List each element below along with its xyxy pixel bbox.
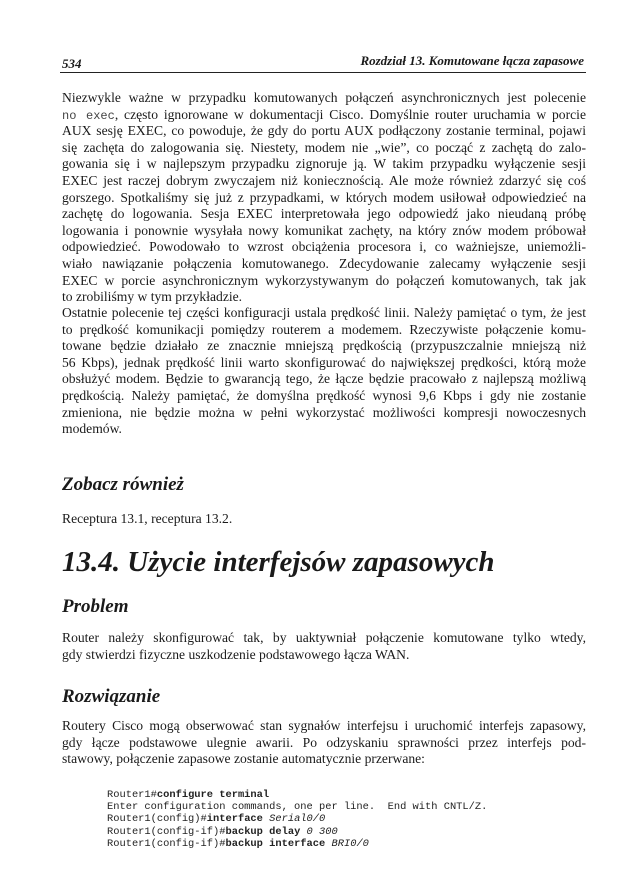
inline-code: no exec (62, 108, 115, 123)
running-header: Rozdział 13. Komutowane łącza zapasowe (360, 53, 584, 68)
page-number: 534 (62, 56, 82, 71)
text-line: AUX sesję EXEC, co powoduje, że gdy do portu AUX podłączony zostanie terminal, pojawi (62, 123, 586, 139)
text-line: gorszego. Spotkaliśmy się już z przypadkami, w których modem usiłował odpowiedzieć na (62, 189, 586, 205)
text-line: modemów. (62, 421, 122, 437)
heading-solution: Rozwiązanie (62, 686, 161, 707)
header-rule (60, 72, 586, 73)
text-line: się zachęta do zalogowania się. Niestety, modem nie „wie”, co począć z zachętą do zalo- (62, 139, 586, 155)
section-title: 13.4. Użycie interfejsów zapasowych (62, 546, 495, 578)
code-line (107, 813, 487, 825)
code-cmd: interface (206, 813, 270, 826)
code-cmd: backup delay (225, 825, 307, 838)
code-prompt: Router1(config-if)# (107, 825, 226, 838)
text-line: Ostatnie polecenie tej części konfiguracji ustala prędkość linii. Należy pamiętać o tym, że jest (62, 305, 586, 320)
text-line: towane będzie działało ze znacznie mniejszą prędkością (przypuszczalnie mniejszą niż (62, 338, 586, 354)
code-arg: BRI0/0 (331, 837, 369, 850)
paragraph-no-exec (62, 90, 586, 306)
code-arg: Serial0/0 (269, 813, 326, 826)
text-line: gowania się i w najlepszym przypadku zignoruje ją. W takim przypadku wyłączenie sesji (62, 156, 586, 172)
code-prompt: Enter configuration commands, one per line. End with CNTL/Z. (107, 801, 488, 814)
text-line: odpowiedzieć. Powodowało to wzrost obciążenia procesora i, co ważniejsze, uniemożli- (62, 239, 586, 255)
paragraph-line-speed (62, 305, 586, 438)
see-also-text (62, 511, 586, 528)
text-line: logowania i ponownie wysyłała nowy komunikat zachęty, na który znów modem próbował (62, 222, 586, 238)
text-line: zmieniona, nie będzie można w pełni wykorzystać możliwości kompresji nowoczesnych (62, 404, 586, 420)
solution-text (62, 718, 586, 768)
text-fragment: , często ignorowane w dokumentacji Cisco. Domyślnie router uruchamia w porcie (114, 106, 586, 122)
code-cmd: backup interface (225, 837, 332, 850)
code-prompt: Router1(config-if)# (107, 837, 226, 850)
text-line: zachętę do logowania. Sesja EXEC interpretowała jego odpowiedź jako nieudaną próbę (62, 206, 586, 222)
code-prompt: Router1(config)# (107, 813, 207, 826)
text-line: EXEC w porcie asynchronicznym wykorzystywanym do połączeń komutowanych, tak jak (62, 272, 586, 288)
text-line: to zrobiliśmy w tym przykładzie. (62, 289, 243, 305)
text-line: EXEC jest raczej dobrym zwyczajem niż koniecznością. Ale może również zdarzyć się coś (62, 172, 586, 188)
text-line: 56 Kbps), jednak prędkość linii warto skonfigurować do największej prędkości, którą może (62, 354, 586, 370)
heading-problem: Problem (62, 596, 129, 617)
text-line: gdy stwierdzi fizyczne uszkodzenie podstawowego łącza WAN. (62, 646, 410, 662)
code-cmd: configure terminal (156, 789, 270, 801)
code-line (107, 789, 487, 801)
text-line: wiało nawiązanie połączenia komutowanego. Zdecydowanie zalecamy wyłączenie sesji (62, 255, 586, 271)
text-line: prędkością. Należy pamiętać, że domyślna prędkość wynosi 9,6 Kbps i gdy nie zostanie (62, 387, 586, 403)
text-line: Niezwykle ważne w przypadku komutowanych połączeń asynchronicznych jest polecenie (62, 90, 586, 105)
code-prompt: Router1# (107, 789, 157, 801)
text-line: obsłużyć modem. Będzie to gwarancją tego, że łącze będzie pracowało z najlepszą możliwą (62, 371, 586, 387)
text-line: Routery Cisco mogą obserwować stan sygnałów interfejsu i uruchomić interfejs zapasowy, (62, 718, 586, 733)
text-line: gdy łącze podstawowe ulegnie awarii. Po odzyskaniu sprawności przez interfejs pod- (62, 734, 586, 750)
text-line: Receptura 13.1, receptura 13.2. (62, 511, 233, 526)
text-line: stawowy, połączenie zapasowe zostanie automatycznie przerwane: (62, 751, 425, 767)
code-line (107, 838, 487, 850)
code-arg: 0 300 (306, 825, 338, 838)
problem-text (62, 630, 586, 663)
heading-see-also: Zobacz również (62, 474, 184, 495)
code-line (107, 801, 487, 813)
code-listing (107, 789, 487, 850)
text-line (62, 107, 586, 124)
code-line (107, 826, 487, 838)
text-line: Router należy skonfigurować tak, by uaktywniał połączenie komutowane tylko wtedy, (62, 630, 586, 645)
text-line: to prędkość komunikacji pomiędzy routerem a modemem. Rzeczywiste połączenie komu- (62, 321, 586, 337)
